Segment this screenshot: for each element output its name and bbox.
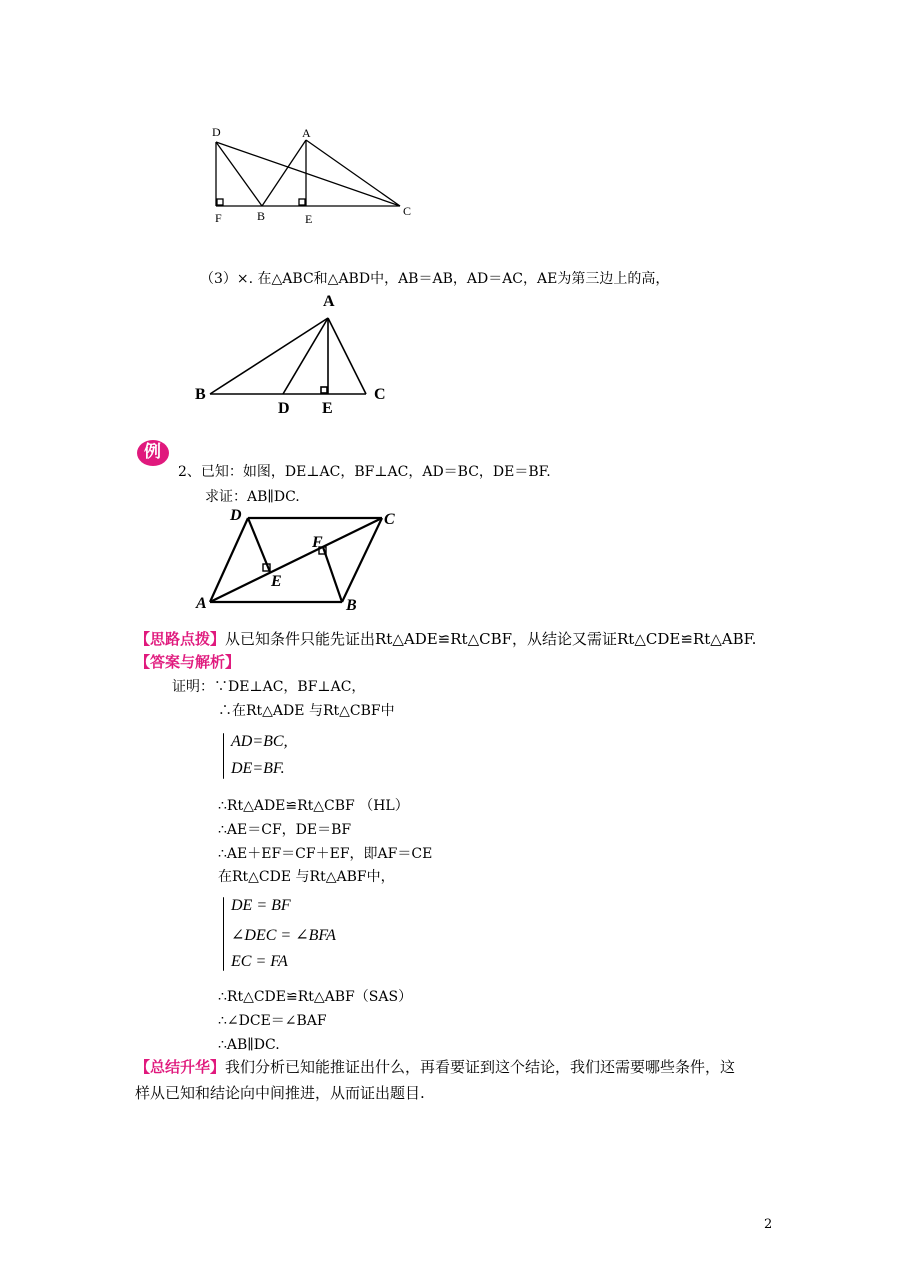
proof-line-2: ∴在Rt△ADE 与Rt△CBF中	[218, 703, 395, 719]
example-given: 2、已知：如图，DE⊥AC，BF⊥AC，AD＝BC，DE＝BF.	[178, 464, 551, 480]
proof-line-5: ∴AE＋EF＝CF＋EF，即AF＝CE	[218, 846, 433, 862]
proof-line-7: ∴Rt△CDE≌Rt△ABF（SAS）	[218, 989, 413, 1005]
figure-3	[190, 500, 410, 615]
fig3-label-f: F	[312, 534, 323, 551]
page-number: 2	[764, 1217, 773, 1232]
fig1-label-a: A	[302, 126, 311, 140]
fig1-label-b: B	[257, 209, 266, 223]
item-3-text: （3）×. 在△ABC和△ABD中，AB＝AB，AD＝AC，AE为第三边上的高，	[200, 271, 670, 287]
fig2-label-c: C	[374, 386, 386, 403]
answer-tag: 【答案与解析】	[135, 653, 241, 671]
fig2-label-b: B	[195, 386, 206, 403]
system-1-eq-2: DE=BF.	[231, 760, 285, 777]
system-1-eq-1: AD=BC,	[231, 733, 288, 750]
fig2-label-e: E	[322, 400, 333, 417]
example-badge-label: 例	[144, 442, 161, 462]
system-2-brace	[223, 897, 224, 971]
summary-line-2: 样从已知和结论向中间推进，从而证出题目.	[135, 1084, 425, 1102]
proof-line-3: ∴Rt△ADE≌Rt△CBF （HL）	[218, 798, 409, 814]
system-2-eq-1: DE = BF	[231, 897, 291, 914]
fig2-label-a: A	[323, 293, 335, 310]
system-2-eq-3: EC = FA	[231, 953, 288, 970]
summary-text-1: 我们分析已知能推证出什么，再看要证到这个结论，我们还需要哪些条件，这	[225, 1058, 736, 1076]
proof-line-9: ∴AB∥DC.	[218, 1037, 280, 1053]
example-prove: 求证：AB∥DC.	[205, 489, 300, 505]
fig3-label-c: C	[384, 511, 395, 528]
figure-1	[200, 120, 430, 230]
fig2-label-d: D	[278, 400, 290, 417]
fig1-label-d: D	[212, 125, 221, 139]
hint-tag: 【思路点拨】	[135, 630, 226, 648]
proof-line-6: 在Rt△CDE 与Rt△ABF中，	[218, 869, 395, 885]
proof-line-1: 证明：∵DE⊥AC，BF⊥AC，	[172, 679, 366, 695]
hint-text: 从已知条件只能先证出Rt△ADE≌Rt△CBF，从结论又需证Rt△CDE≌Rt△ABF.	[225, 630, 757, 648]
summary-line-1	[135, 1058, 735, 1076]
fig3-label-a: A	[196, 595, 207, 612]
fig1-label-e: E	[305, 212, 313, 226]
fig3-label-b: B	[346, 597, 357, 614]
hint-line	[135, 630, 756, 648]
proof-line-8: ∴∠DCE＝∠BAF	[218, 1013, 327, 1029]
system-1-brace	[223, 733, 224, 779]
fig3-label-d: D	[230, 507, 242, 524]
fig3-label-e: E	[271, 573, 282, 590]
figure-2	[190, 288, 400, 418]
proof-line-4: ∴AE＝CF，DE＝BF	[218, 822, 352, 838]
fig1-label-f: F	[215, 211, 222, 225]
system-2-eq-2: ∠DEC = ∠BFA	[231, 927, 336, 944]
example-badge	[134, 438, 172, 468]
fig1-label-c: C	[403, 204, 412, 218]
summary-tag: 【总结升华】	[135, 1058, 226, 1076]
